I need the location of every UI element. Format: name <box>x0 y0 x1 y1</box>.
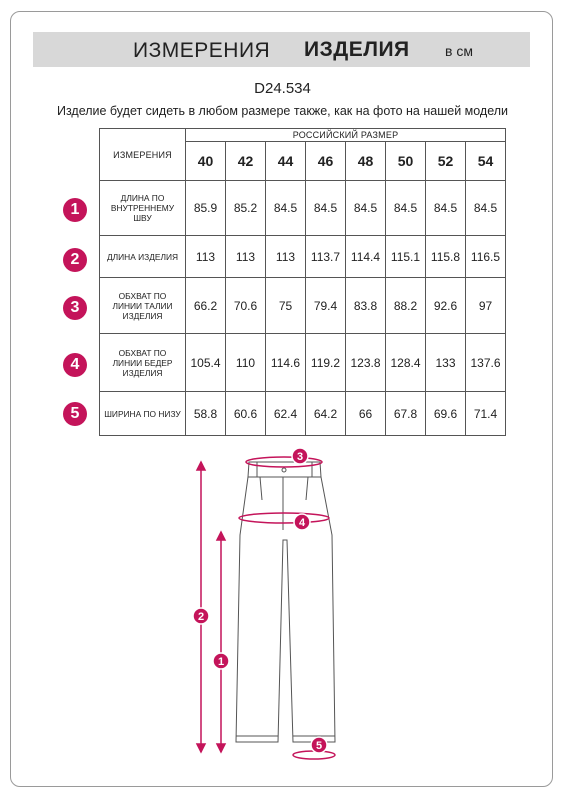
table-cell: 66 <box>346 392 386 436</box>
table-cell: 115.8 <box>426 236 466 278</box>
size-header: 42 <box>226 142 266 181</box>
diagram-marker-2 <box>193 608 209 624</box>
table-cell: 67.8 <box>386 392 426 436</box>
size-header: 50 <box>386 142 426 181</box>
table-cell: 64.2 <box>306 392 346 436</box>
table-cell: 128.4 <box>386 334 426 392</box>
table-cell: 58.8 <box>186 392 226 436</box>
title-measurements: ИЗМЕРЕНИЯ <box>133 39 271 62</box>
measurement-name: ОБХВАТ ПО ЛИНИИ БЕДЕР ИЗДЕЛИЯ <box>100 334 186 392</box>
row-marker-3: 3 <box>63 296 87 320</box>
diagram-marker-4 <box>294 514 310 530</box>
table-cell: 84.5 <box>306 181 346 236</box>
table-cell: 113.7 <box>306 236 346 278</box>
table-cell: 116.5 <box>466 236 506 278</box>
size-header: 52 <box>426 142 466 181</box>
table-cell: 83.8 <box>346 278 386 334</box>
table-cell: 110 <box>226 334 266 392</box>
diagram-marker-5 <box>311 737 327 753</box>
measurement-name: ШИРИНА ПО НИЗУ <box>100 392 186 436</box>
svg-text:2: 2 <box>197 611 205 623</box>
size-header: 44 <box>266 142 306 181</box>
table-cell: 84.5 <box>466 181 506 236</box>
table-cell: 133 <box>426 334 466 392</box>
fit-note: Изделие будет сидеть в любом размере также, как на фото на нашей модели <box>56 104 509 118</box>
table-cell: 92.6 <box>426 278 466 334</box>
table-cell: 70.6 <box>226 278 266 334</box>
table-cell: 84.5 <box>266 181 306 236</box>
table-cell: 97 <box>466 278 506 334</box>
table-cell: 105.4 <box>186 334 226 392</box>
table-cell: 84.5 <box>346 181 386 236</box>
table-cell: 84.5 <box>386 181 426 236</box>
table-cell: 114.6 <box>266 334 306 392</box>
measurement-name: ДЛИНА ПО ВНУТРЕННЕМУ ШВУ <box>100 181 186 236</box>
diagram-marker-1 <box>213 653 229 669</box>
svg-text:5: 5 <box>315 740 323 752</box>
svg-text:4: 4 <box>298 517 306 529</box>
row-marker-4: 4 <box>63 353 87 377</box>
title-units: в см <box>445 43 473 59</box>
row-marker-5: 5 <box>63 402 87 426</box>
table-cell: 137.6 <box>466 334 506 392</box>
table-cell: 115.1 <box>386 236 426 278</box>
inseam-measure-line <box>217 532 225 752</box>
title-product: ИЗДЕЛИЯ <box>304 38 410 61</box>
table-cell: 113 <box>266 236 306 278</box>
table-cell: 75 <box>266 278 306 334</box>
table-cell: 88.2 <box>386 278 426 334</box>
table-cell: 119.2 <box>306 334 346 392</box>
table-cell: 71.4 <box>466 392 506 436</box>
size-header: 54 <box>466 142 506 181</box>
table-cell: 60.6 <box>226 392 266 436</box>
table-cell: 123.8 <box>346 334 386 392</box>
svg-text:3: 3 <box>296 451 304 463</box>
table-cell: 113 <box>186 236 226 278</box>
table-cell: 85.2 <box>226 181 266 236</box>
table-cell: 69.6 <box>426 392 466 436</box>
size-caption: РОССИЙСКИЙ РАЗМЕР <box>186 129 506 142</box>
table-cell: 66.2 <box>186 278 226 334</box>
article-code: D24.534 <box>254 80 311 97</box>
measurement-name: ОБХВАТ ПО ЛИНИИ ТАЛИИ ИЗДЕЛИЯ <box>100 278 186 334</box>
hem-measure-line <box>293 751 335 759</box>
row-marker-1: 1 <box>63 198 87 222</box>
size-header: 40 <box>186 142 226 181</box>
svg-text:1: 1 <box>217 656 225 668</box>
size-header: 46 <box>306 142 346 181</box>
corner-label: ИЗМЕРЕНИЯ <box>100 129 186 181</box>
row-marker-2: 2 <box>63 248 87 272</box>
table-cell: 85.9 <box>186 181 226 236</box>
diagram-marker-3 <box>292 448 308 464</box>
size-header: 48 <box>346 142 386 181</box>
table-cell: 62.4 <box>266 392 306 436</box>
table-cell: 113 <box>226 236 266 278</box>
trousers-outline <box>236 462 335 742</box>
table-cell: 79.4 <box>306 278 346 334</box>
table-cell: 84.5 <box>426 181 466 236</box>
measurement-name: ДЛИНА ИЗДЕЛИЯ <box>100 236 186 278</box>
hip-measure-line <box>239 513 329 523</box>
table-cell: 114.4 <box>346 236 386 278</box>
length-measure-line <box>197 462 205 752</box>
